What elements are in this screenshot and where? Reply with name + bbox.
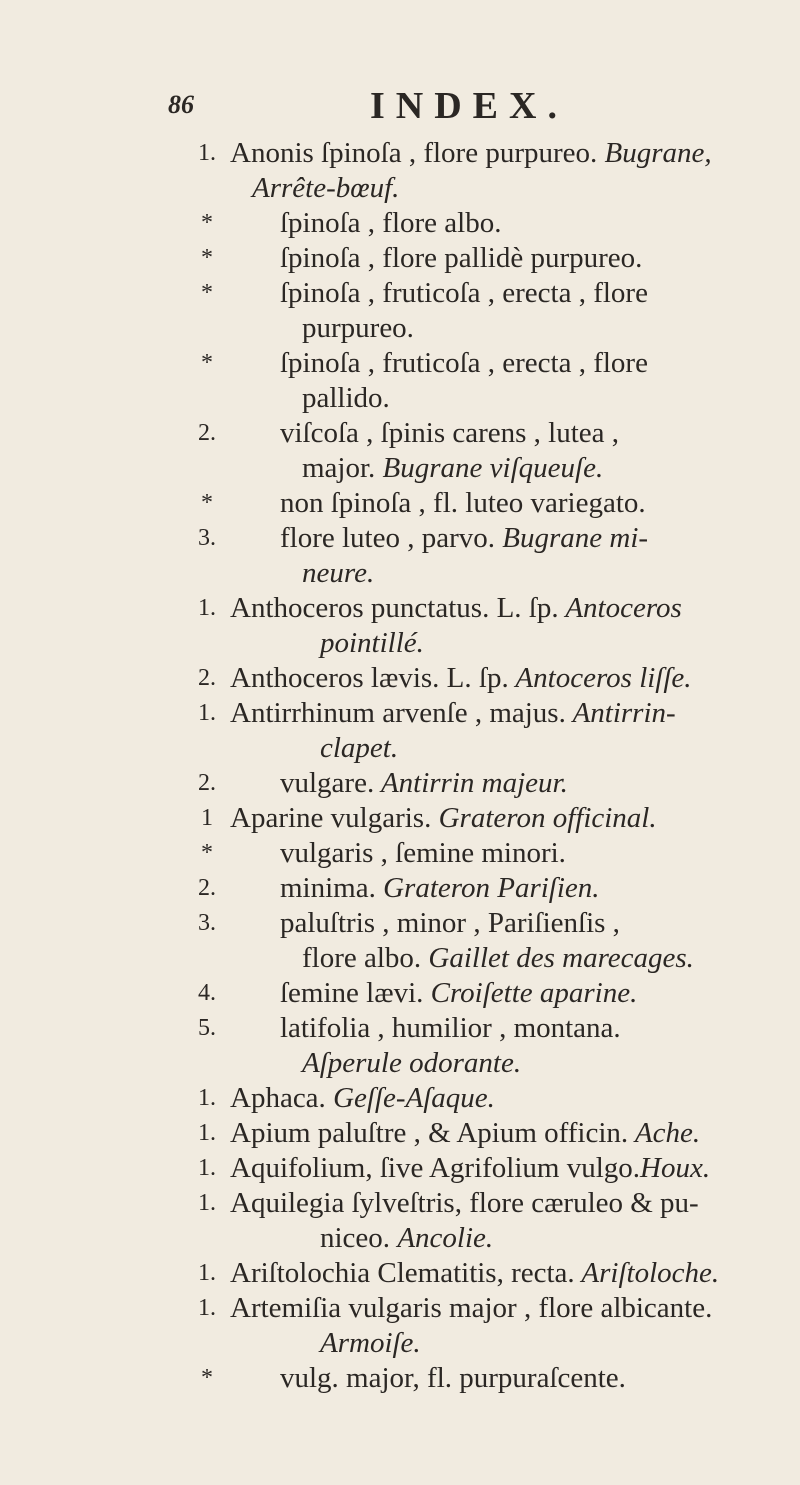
index-entry: [0, 836, 800, 871]
entry-marker: 1.: [198, 1295, 216, 1321]
entry-french-name: Bugrane mi-: [495, 522, 649, 554]
index-entry: [0, 696, 800, 766]
entry-french-name: Geſſe-Aſaque.: [325, 1082, 495, 1114]
entry-marker: *: [201, 210, 213, 236]
entry-continuation: Arrête-bœuf.: [252, 172, 400, 204]
entry-latin-name: Ariſtolochia Clematitis, recta.: [230, 1257, 575, 1289]
entry-continuation: Aſperule odorante.: [302, 1047, 522, 1079]
entry-latin-name: Aparine vulgaris.: [230, 802, 432, 834]
entry-continuation: purpureo.: [302, 312, 414, 344]
entry-french-name: Antoceros: [558, 592, 682, 624]
entry-french-name: Gaillet des marecages.: [428, 942, 694, 974]
entry-latin-name: Antirrhinum arvenſe , majus.: [230, 697, 566, 729]
entry-latin-name: latifolia , humilior , montana.: [280, 1012, 621, 1044]
index-entries: [0, 136, 800, 1396]
entry-marker: 2.: [198, 665, 216, 691]
entry-latin-name: viſcoſa , ſpinis carens , lutea ,: [280, 417, 620, 449]
entry-latin-name: Aquifolium, ſive Agrifolium vulgo.: [230, 1152, 641, 1184]
index-entry: [0, 976, 800, 1011]
index-entry: [0, 521, 800, 591]
index-entry: [0, 486, 800, 521]
index-entry: [0, 136, 800, 206]
index-entry: [0, 1186, 800, 1256]
index-entry: [0, 906, 800, 976]
entry-french-name: Ariſtoloche.: [574, 1257, 720, 1289]
entry-marker: 2.: [198, 420, 216, 446]
entry-latin-name: Anthoceros punctatus. L. ſp.: [230, 592, 559, 624]
entry-marker: 1.: [198, 1260, 216, 1286]
entry-marker: 1: [201, 805, 213, 831]
entry-latin-name: ſpinoſa , fruticoſa , erecta , flore: [280, 277, 648, 309]
index-entry: [0, 766, 800, 801]
index-entry: [0, 1291, 800, 1361]
page-header: [0, 84, 800, 128]
entry-latin-name: Anonis ſpinoſa , flore purpureo.: [230, 137, 598, 169]
entry-french-name: Croiſette aparine.: [423, 977, 638, 1009]
entry-latin-name: Apium paluſtre , & Apium officin.: [230, 1117, 629, 1149]
entry-marker: 1.: [198, 595, 216, 621]
entry-marker: 1.: [198, 700, 216, 726]
entry-french-name: Ache.: [628, 1117, 701, 1149]
entry-latin-name: ſpinoſa , flore pallidè purpureo.: [280, 242, 643, 274]
entry-french-name: Ancolie.: [397, 1222, 494, 1254]
index-entry: [0, 801, 800, 836]
entry-continuation: pointillé.: [320, 627, 424, 659]
index-entry: [0, 346, 800, 416]
index-entry: [0, 276, 800, 346]
entry-latin-name: vulgare.: [280, 767, 375, 799]
entry-latin-name: Aquilegia ſylveſtris, flore cæruleo & pu-: [230, 1187, 699, 1219]
entry-latin-name: ſpinoſa , fruticoſa , erecta , flore: [280, 347, 648, 379]
entry-marker: 2.: [198, 770, 216, 796]
entry-marker: *: [201, 490, 213, 516]
entry-marker: 1.: [198, 140, 216, 166]
entry-french-name: Antirrin majeur.: [374, 767, 568, 799]
index-entry: [0, 1256, 800, 1291]
entry-continuation: pallido.: [302, 382, 390, 414]
entry-french-name: Grateron officinal.: [431, 802, 657, 834]
entry-continuation: neure.: [302, 557, 375, 589]
entry-marker: *: [201, 1365, 213, 1391]
entry-latin-name: minima.: [280, 872, 376, 904]
entry-french-name: Houx.: [640, 1152, 711, 1184]
entry-marker: 1.: [198, 1085, 216, 1111]
entry-marker: 1.: [198, 1120, 216, 1146]
entry-continuation: flore albo. Gaillet des marecages.: [302, 942, 694, 974]
index-entry: [0, 416, 800, 486]
entry-french-name: Bugrane viſqueuſe.: [382, 452, 604, 484]
entry-marker: 5.: [198, 1015, 216, 1041]
entry-marker: *: [201, 280, 213, 306]
entry-latin-name: ſpinoſa , flore albo.: [280, 207, 502, 239]
entry-latin-name: Aphaca.: [230, 1082, 326, 1114]
index-entry: [0, 1011, 800, 1081]
entry-latin-name: Artemiſia vulgaris major , flore albicante.: [230, 1292, 713, 1324]
entry-continuation: Armoiſe.: [320, 1327, 421, 1359]
entry-french-name: Antirrin-: [565, 697, 676, 729]
index-entry: [0, 1361, 800, 1396]
entry-french-name: Antoceros liſſe.: [508, 662, 692, 694]
entry-french-name: Grateron Pariſien.: [375, 872, 600, 904]
index-entry: [0, 1116, 800, 1151]
entry-marker: 1.: [198, 1155, 216, 1181]
entry-marker: *: [201, 350, 213, 376]
entry-latin-name: non ſpinoſa , fl. luteo variegato.: [280, 487, 646, 519]
entry-marker: *: [201, 840, 213, 866]
entry-marker: 3.: [198, 910, 216, 936]
page-title: INDEX.: [370, 85, 568, 127]
entry-latin-name: flore luteo , parvo.: [280, 522, 496, 554]
entry-latin-name: ſemine lævi.: [280, 977, 424, 1009]
entry-latin-name: vulg. major, fl. purpuraſcente.: [280, 1362, 626, 1394]
entry-continuation: clapet.: [320, 732, 399, 764]
entry-latin-name: paluſtris , minor , Pariſienſis ,: [280, 907, 620, 939]
entry-latin-name: vulgaris , ſemine minori.: [280, 837, 566, 869]
entry-continuation: major. Bugrane viſqueuſe.: [302, 452, 604, 484]
page-number: 86: [168, 90, 194, 119]
index-entry: [0, 591, 800, 661]
entry-marker: 2.: [198, 875, 216, 901]
entry-french-name: Bugrane,: [597, 137, 712, 169]
entry-marker: *: [201, 245, 213, 271]
entry-marker: 3.: [198, 525, 216, 551]
entry-marker: 4.: [198, 980, 216, 1006]
entry-continuation: niceo. Ancolie.: [320, 1222, 494, 1254]
index-entry: [0, 206, 800, 241]
index-entry: [0, 1081, 800, 1116]
entry-latin-name: Anthoceros lævis. L. ſp.: [230, 662, 509, 694]
index-entry: [0, 661, 800, 696]
index-entry: [0, 1151, 800, 1186]
index-entry: [0, 871, 800, 906]
index-entry: [0, 241, 800, 276]
entry-marker: 1.: [198, 1190, 216, 1216]
